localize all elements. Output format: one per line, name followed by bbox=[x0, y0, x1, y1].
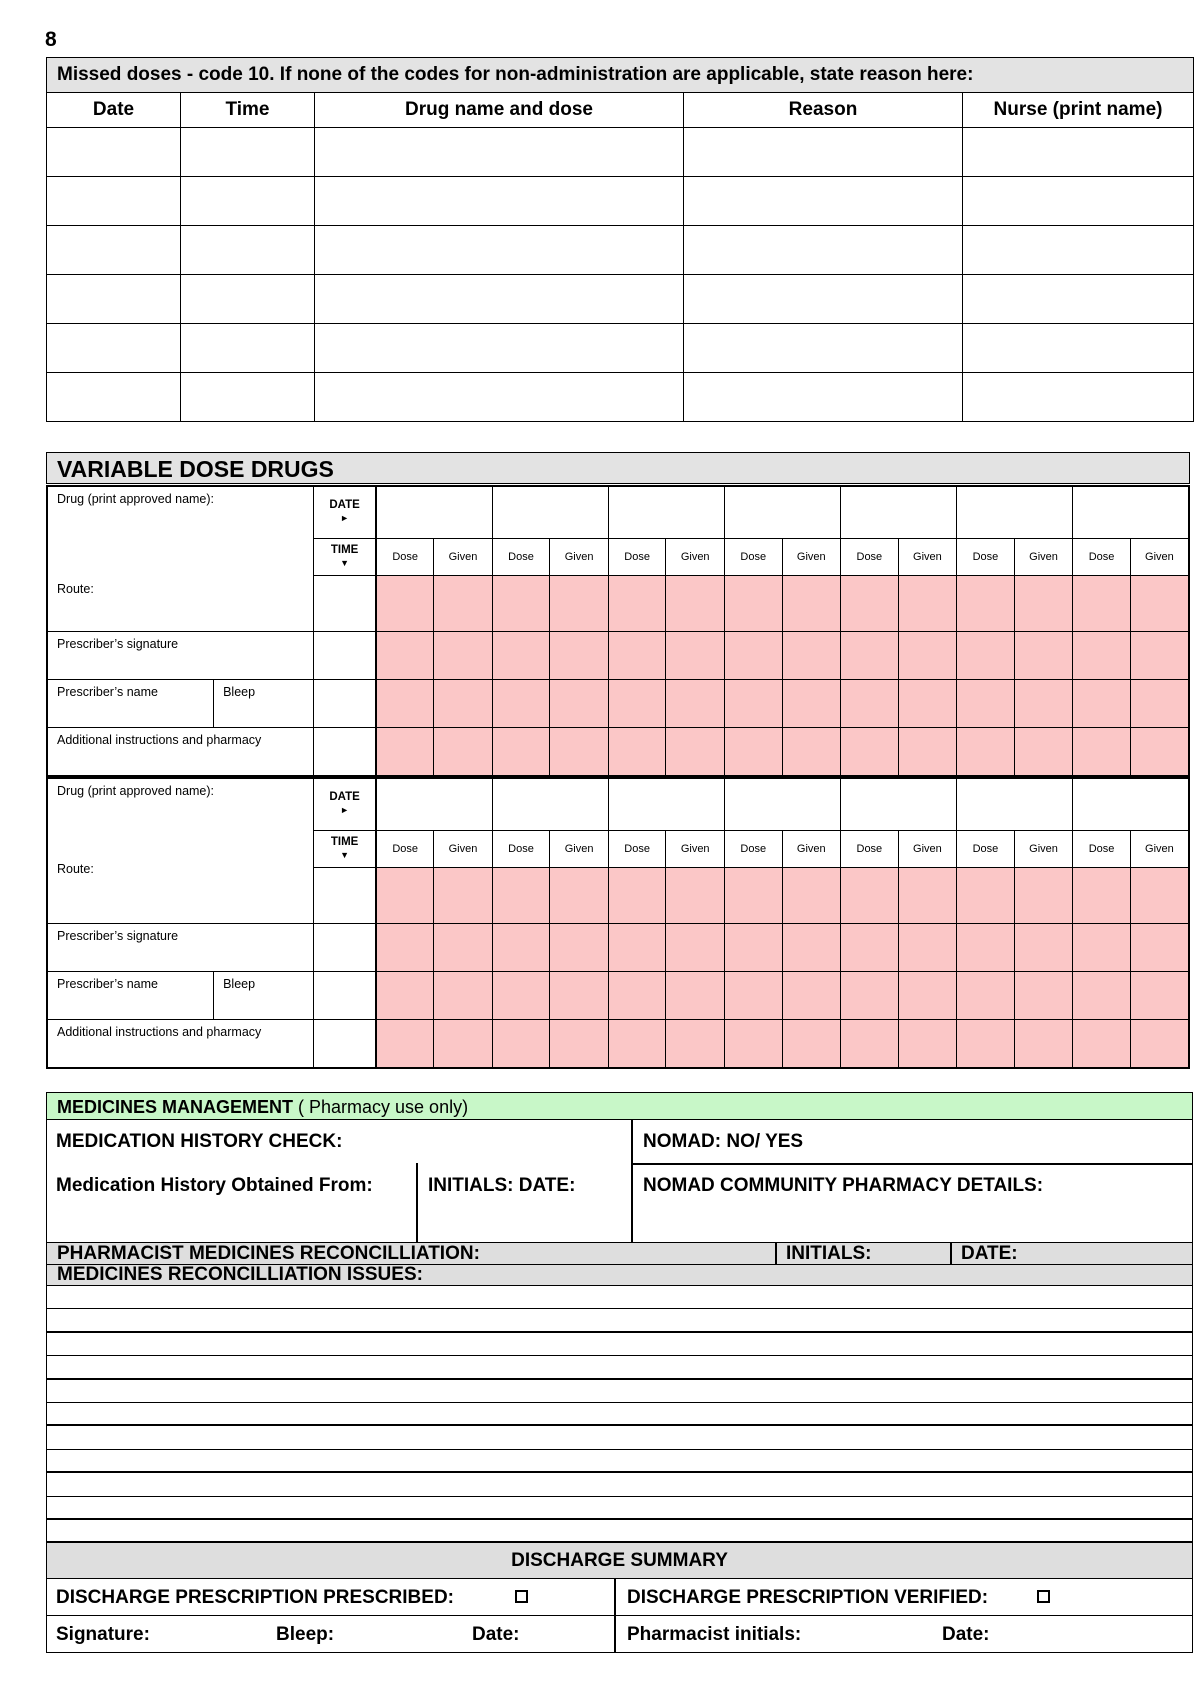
dose-entry-cell[interactable] bbox=[434, 923, 493, 971]
dose-entry-cell[interactable] bbox=[1073, 867, 1131, 923]
dose-entry-cell[interactable] bbox=[492, 727, 550, 776]
dose-column-header: Dose bbox=[724, 830, 782, 867]
bleep-label: Bleep bbox=[223, 684, 256, 699]
date-entry-cell[interactable] bbox=[724, 778, 840, 830]
dose-column-header: Dose bbox=[841, 538, 899, 575]
missed-doses-caption: Missed doses - code 10. If none of the codes for non-administration are applicable, state reason here: bbox=[47, 58, 1194, 93]
given-column-header: Given bbox=[434, 830, 493, 867]
missed-dose-cell[interactable] bbox=[181, 324, 315, 373]
dose-entry-cell[interactable] bbox=[957, 575, 1015, 631]
dose-column-header: Dose bbox=[1073, 830, 1131, 867]
route-label: Route: bbox=[57, 582, 94, 596]
dose-entry-cell[interactable] bbox=[666, 1019, 725, 1068]
additional-field[interactable] bbox=[47, 1019, 314, 1068]
nomad-field[interactable]: NOMAD: NO/ YES bbox=[643, 1131, 804, 1152]
dose-entry-cell[interactable] bbox=[1073, 727, 1131, 776]
given-column-header: Given bbox=[666, 538, 725, 575]
given-column-header: Given bbox=[1014, 538, 1073, 575]
pharmacy-use-only-note: ( Pharmacy use only) bbox=[293, 1097, 469, 1117]
issue-line[interactable] bbox=[47, 1520, 1192, 1543]
drug-name-field[interactable] bbox=[47, 778, 314, 923]
date-header: DATE ► bbox=[314, 778, 377, 830]
dose-entry-cell[interactable] bbox=[1073, 679, 1131, 727]
missed-dose-cell[interactable] bbox=[963, 226, 1194, 275]
dose-entry-cell[interactable] bbox=[957, 727, 1015, 776]
missed-dose-cell[interactable] bbox=[47, 177, 181, 226]
dose-entry-cell[interactable] bbox=[376, 971, 434, 1019]
dose-entry-cell[interactable] bbox=[1130, 631, 1189, 679]
dose-entry-cell[interactable] bbox=[492, 575, 550, 631]
pharmacist-date-label: Date: bbox=[942, 1624, 990, 1646]
dose-entry-cell[interactable] bbox=[492, 1019, 550, 1068]
issue-line[interactable] bbox=[47, 1309, 1192, 1332]
dose-entry-cell[interactable] bbox=[492, 631, 550, 679]
down-arrow-icon: ▼ bbox=[340, 557, 350, 568]
dose-entry-cell[interactable] bbox=[1014, 867, 1073, 923]
discharge-date-label: Date: bbox=[472, 1624, 520, 1646]
missed-dose-cell[interactable] bbox=[47, 128, 181, 177]
dose-entry-cell[interactable] bbox=[608, 923, 666, 971]
missed-dose-cell[interactable] bbox=[315, 226, 684, 275]
dose-entry-cell[interactable] bbox=[841, 575, 899, 631]
dose-entry-cell[interactable] bbox=[376, 867, 434, 923]
column-header-nurse: Nurse (print name) bbox=[963, 93, 1194, 128]
missed-dose-cell[interactable] bbox=[315, 275, 684, 324]
dose-column-header: Dose bbox=[957, 538, 1015, 575]
column-header-reason: Reason bbox=[684, 93, 963, 128]
dose-entry-cell[interactable] bbox=[898, 1019, 957, 1068]
dose-entry-cell[interactable] bbox=[1073, 923, 1131, 971]
signature-label: Signature: bbox=[56, 1624, 150, 1646]
dose-entry-cell[interactable] bbox=[1130, 867, 1189, 923]
medicines-management-header bbox=[46, 1092, 1193, 1120]
table-row bbox=[47, 324, 1194, 373]
time-header: TIME ▼ bbox=[314, 538, 377, 575]
missed-dose-cell[interactable] bbox=[315, 324, 684, 373]
time-entry-cell[interactable] bbox=[314, 1019, 377, 1068]
missed-dose-cell[interactable] bbox=[315, 177, 684, 226]
issue-line[interactable] bbox=[47, 1450, 1192, 1473]
dose-entry-cell[interactable] bbox=[666, 575, 725, 631]
column-header-drug: Drug name and dose bbox=[315, 93, 684, 128]
dose-entry-cell[interactable] bbox=[898, 727, 957, 776]
dose-entry-cell[interactable] bbox=[841, 727, 899, 776]
table-row bbox=[47, 226, 1194, 275]
date-entry-cell[interactable] bbox=[376, 778, 492, 830]
additional-field[interactable] bbox=[47, 727, 314, 776]
issue-line[interactable] bbox=[47, 1380, 1192, 1403]
missed-doses-table bbox=[46, 57, 1194, 422]
table-row bbox=[47, 177, 1194, 226]
dose-entry-cell[interactable] bbox=[1014, 631, 1073, 679]
date-entry-cell[interactable] bbox=[608, 486, 724, 538]
dose-entry-cell[interactable] bbox=[1014, 679, 1073, 727]
missed-dose-cell[interactable] bbox=[181, 373, 315, 422]
given-column-header: Given bbox=[1130, 830, 1189, 867]
dose-entry-cell[interactable] bbox=[376, 679, 434, 727]
dose-entry-cell[interactable] bbox=[666, 971, 725, 1019]
dose-column-header: Dose bbox=[492, 830, 550, 867]
reconciliation-label: PHARMACIST MEDICINES RECONCILLIATION: bbox=[57, 1243, 480, 1264]
discharge-signature-row bbox=[46, 1616, 1193, 1653]
missed-dose-cell[interactable] bbox=[181, 128, 315, 177]
dose-entry-cell[interactable] bbox=[1130, 575, 1189, 631]
dose-entry-cell[interactable] bbox=[434, 631, 493, 679]
dose-entry-cell[interactable] bbox=[898, 679, 957, 727]
dose-entry-cell[interactable] bbox=[724, 631, 782, 679]
dose-entry-cell[interactable] bbox=[1073, 971, 1131, 1019]
date-entry-cell[interactable] bbox=[724, 486, 840, 538]
variable-dose-title: VARIABLE DOSE DRUGS bbox=[46, 452, 1190, 484]
given-column-header: Given bbox=[782, 830, 841, 867]
dose-entry-cell[interactable] bbox=[376, 923, 434, 971]
date-entry-cell[interactable] bbox=[841, 486, 957, 538]
additional-label: Additional instructions and pharmacy bbox=[57, 732, 262, 747]
dose-entry-cell[interactable] bbox=[608, 679, 666, 727]
date-entry-cell[interactable] bbox=[841, 778, 957, 830]
dose-entry-cell[interactable] bbox=[898, 923, 957, 971]
dose-entry-cell[interactable] bbox=[782, 971, 841, 1019]
dose-entry-cell[interactable] bbox=[724, 679, 782, 727]
missed-dose-cell[interactable] bbox=[963, 177, 1194, 226]
dose-entry-cell[interactable] bbox=[724, 923, 782, 971]
date-entry-cell[interactable] bbox=[957, 778, 1073, 830]
time-entry-cell[interactable] bbox=[314, 575, 377, 631]
missed-dose-cell[interactable] bbox=[684, 373, 963, 422]
given-column-header: Given bbox=[1130, 538, 1189, 575]
dose-column-header: Dose bbox=[608, 538, 666, 575]
missed-dose-cell[interactable] bbox=[181, 275, 315, 324]
dose-entry-cell[interactable] bbox=[724, 727, 782, 776]
medication-history-check-label: MEDICATION HISTORY CHECK: bbox=[56, 1131, 343, 1152]
date-header: DATE ► bbox=[314, 486, 377, 538]
time-entry-cell[interactable] bbox=[314, 679, 377, 727]
date-entry-cell[interactable] bbox=[1073, 486, 1189, 538]
dose-entry-cell[interactable] bbox=[550, 1019, 609, 1068]
dose-column-header: Dose bbox=[1073, 538, 1131, 575]
dose-entry-cell[interactable] bbox=[434, 971, 493, 1019]
dose-column-header: Dose bbox=[724, 538, 782, 575]
given-column-header: Given bbox=[434, 538, 493, 575]
dose-entry-cell[interactable] bbox=[841, 679, 899, 727]
column-header-date: Date bbox=[47, 93, 181, 128]
bleep-field[interactable] bbox=[214, 679, 314, 727]
missed-dose-cell[interactable] bbox=[684, 128, 963, 177]
time-entry-cell[interactable] bbox=[314, 631, 377, 679]
given-column-header: Given bbox=[898, 538, 957, 575]
given-column-header: Given bbox=[550, 830, 609, 867]
missed-dose-cell[interactable] bbox=[181, 177, 315, 226]
bleep-field[interactable] bbox=[214, 971, 314, 1019]
missed-dose-cell[interactable] bbox=[684, 177, 963, 226]
dose-entry-cell[interactable] bbox=[492, 923, 550, 971]
dose-column-header: Dose bbox=[841, 830, 899, 867]
dose-entry-cell[interactable] bbox=[434, 679, 493, 727]
dose-entry-cell[interactable] bbox=[1073, 631, 1131, 679]
medicines-management-title: MEDICINES MANAGEMENT bbox=[57, 1097, 294, 1117]
reconciliation-row bbox=[46, 1242, 1193, 1265]
dose-entry-cell[interactable] bbox=[898, 867, 957, 923]
dose-entry-cell[interactable] bbox=[782, 679, 841, 727]
dose-entry-cell[interactable] bbox=[550, 727, 609, 776]
dose-entry-cell[interactable] bbox=[550, 679, 609, 727]
prescriber-signature-label: Prescriber’s signature bbox=[57, 928, 179, 943]
missed-dose-cell[interactable] bbox=[315, 128, 684, 177]
given-column-header: Given bbox=[1014, 830, 1073, 867]
dose-entry-cell[interactable] bbox=[957, 679, 1015, 727]
dose-entry-cell[interactable] bbox=[724, 575, 782, 631]
dose-entry-cell[interactable] bbox=[434, 575, 493, 631]
dose-entry-cell[interactable] bbox=[841, 631, 899, 679]
time-entry-cell[interactable] bbox=[314, 727, 377, 776]
history-obtained-from-label: Medication History Obtained From: bbox=[56, 1175, 373, 1196]
missed-dose-cell[interactable] bbox=[684, 324, 963, 373]
dose-entry-cell[interactable] bbox=[608, 867, 666, 923]
dose-entry-cell[interactable] bbox=[841, 971, 899, 1019]
given-column-header: Given bbox=[666, 830, 725, 867]
prescriber-signature-field[interactable] bbox=[47, 631, 314, 679]
dose-entry-cell[interactable] bbox=[608, 575, 666, 631]
missed-dose-cell[interactable] bbox=[684, 226, 963, 275]
dose-entry-cell[interactable] bbox=[550, 971, 609, 1019]
dose-entry-cell[interactable] bbox=[957, 1019, 1015, 1068]
dose-entry-cell[interactable] bbox=[434, 727, 493, 776]
prescriber-signature-field[interactable] bbox=[47, 923, 314, 971]
dose-entry-cell[interactable] bbox=[492, 867, 550, 923]
dose-entry-cell[interactable] bbox=[1130, 727, 1189, 776]
dose-column-header: Dose bbox=[376, 538, 434, 575]
dose-column-header: Dose bbox=[957, 830, 1015, 867]
dose-entry-cell[interactable] bbox=[782, 867, 841, 923]
reconciliation-date-label: DATE: bbox=[961, 1243, 1018, 1264]
table-row bbox=[47, 128, 1194, 177]
dose-entry-cell[interactable] bbox=[1014, 727, 1073, 776]
column-header-time: Time bbox=[181, 93, 315, 128]
discharge-prescription-row bbox=[46, 1579, 1193, 1616]
dose-entry-cell[interactable] bbox=[608, 727, 666, 776]
issue-line[interactable] bbox=[47, 1426, 1192, 1449]
dose-entry-cell[interactable] bbox=[782, 727, 841, 776]
missed-dose-cell[interactable] bbox=[47, 324, 181, 373]
bleep-label: Bleep: bbox=[276, 1624, 335, 1646]
reconciliation-issues-lines[interactable] bbox=[46, 1286, 1193, 1543]
date-entry-cell[interactable] bbox=[608, 778, 724, 830]
variable-dose-block-1 bbox=[46, 485, 1190, 777]
issue-line[interactable] bbox=[47, 1403, 1192, 1426]
pharmacist-initials-label: Pharmacist initials: bbox=[627, 1624, 802, 1646]
given-column-header: Given bbox=[782, 538, 841, 575]
dose-entry-cell[interactable] bbox=[1014, 971, 1073, 1019]
bleep-label: Bleep bbox=[223, 976, 256, 991]
given-column-header: Given bbox=[898, 830, 957, 867]
page-number: 8 bbox=[45, 28, 57, 51]
dose-entry-cell[interactable] bbox=[434, 1019, 493, 1068]
dose-entry-cell[interactable] bbox=[1014, 1019, 1073, 1068]
variable-dose-block-2 bbox=[46, 777, 1190, 1069]
missed-dose-cell[interactable] bbox=[963, 324, 1194, 373]
table-row bbox=[47, 275, 1194, 324]
dose-entry-cell[interactable] bbox=[957, 971, 1015, 1019]
missed-dose-cell[interactable] bbox=[684, 275, 963, 324]
dose-entry-cell[interactable] bbox=[1073, 575, 1131, 631]
prescriber-name-field[interactable] bbox=[47, 679, 214, 727]
verified-checkbox[interactable] bbox=[1037, 1590, 1050, 1603]
dose-column-header: Dose bbox=[492, 538, 550, 575]
missed-dose-cell[interactable] bbox=[181, 226, 315, 275]
date-entry-cell[interactable] bbox=[957, 486, 1073, 538]
issue-line[interactable] bbox=[47, 1473, 1192, 1496]
drug-name-field[interactable] bbox=[47, 486, 314, 631]
dose-entry-cell[interactable] bbox=[782, 575, 841, 631]
dose-entry-cell[interactable] bbox=[376, 575, 434, 631]
dose-entry-cell[interactable] bbox=[550, 575, 609, 631]
dose-entry-cell[interactable] bbox=[492, 971, 550, 1019]
missed-dose-cell[interactable] bbox=[963, 373, 1194, 422]
additional-label: Additional instructions and pharmacy bbox=[57, 1024, 262, 1039]
missed-dose-cell[interactable] bbox=[315, 373, 684, 422]
dose-entry-cell[interactable] bbox=[376, 727, 434, 776]
discharge-prescribed-label: DISCHARGE PRESCRIPTION PRESCRIBED: bbox=[56, 1587, 454, 1609]
prescribed-checkbox[interactable] bbox=[515, 1590, 528, 1603]
missed-dose-cell[interactable] bbox=[963, 128, 1194, 177]
prescriber-name-field[interactable] bbox=[47, 971, 214, 1019]
dose-entry-cell[interactable] bbox=[782, 923, 841, 971]
missed-dose-cell[interactable] bbox=[47, 275, 181, 324]
dose-entry-cell[interactable] bbox=[1014, 923, 1073, 971]
table-row bbox=[47, 373, 1194, 422]
dose-entry-cell[interactable] bbox=[1014, 575, 1073, 631]
dose-entry-cell[interactable] bbox=[550, 631, 609, 679]
dose-entry-cell[interactable] bbox=[724, 971, 782, 1019]
dose-entry-cell[interactable] bbox=[492, 679, 550, 727]
medication-history-grid bbox=[46, 1120, 1193, 1242]
date-entry-cell[interactable] bbox=[1073, 778, 1189, 830]
dose-entry-cell[interactable] bbox=[898, 971, 957, 1019]
missed-dose-cell[interactable] bbox=[47, 373, 181, 422]
missed-dose-cell[interactable] bbox=[47, 226, 181, 275]
discharge-summary-title: DISCHARGE SUMMARY bbox=[46, 1543, 1193, 1579]
prescriber-name-label: Prescriber’s name bbox=[57, 976, 158, 991]
time-entry-cell[interactable] bbox=[314, 923, 377, 971]
date-entry-cell[interactable] bbox=[492, 486, 608, 538]
dose-entry-cell[interactable] bbox=[1073, 1019, 1131, 1068]
reconciliation-initials-label: INITIALS: bbox=[786, 1243, 872, 1264]
down-arrow-icon: ▼ bbox=[340, 849, 350, 860]
dose-entry-cell[interactable] bbox=[841, 867, 899, 923]
dose-entry-cell[interactable] bbox=[608, 631, 666, 679]
issue-line[interactable] bbox=[47, 1356, 1192, 1379]
dose-entry-cell[interactable] bbox=[782, 1019, 841, 1068]
given-column-header: Given bbox=[550, 538, 609, 575]
dose-entry-cell[interactable] bbox=[550, 867, 609, 923]
dose-entry-cell[interactable] bbox=[1130, 1019, 1189, 1068]
dose-entry-cell[interactable] bbox=[724, 1019, 782, 1068]
date-entry-cell[interactable] bbox=[376, 486, 492, 538]
nomad-pharmacy-details-label: NOMAD COMMUNITY PHARMACY DETAILS: bbox=[643, 1175, 1044, 1196]
dose-entry-cell[interactable] bbox=[376, 631, 434, 679]
dose-column-header: Dose bbox=[608, 830, 666, 867]
dose-entry-cell[interactable] bbox=[1130, 923, 1189, 971]
dose-entry-cell[interactable] bbox=[666, 867, 725, 923]
reconciliation-issues-label: MEDICINES RECONCILLIATION ISSUES: bbox=[46, 1265, 1193, 1286]
route-label: Route: bbox=[57, 862, 94, 876]
dose-entry-cell[interactable] bbox=[666, 631, 725, 679]
dose-entry-cell[interactable] bbox=[608, 971, 666, 1019]
time-entry-cell[interactable] bbox=[314, 971, 377, 1019]
issue-line[interactable] bbox=[47, 1333, 1192, 1356]
dose-entry-cell[interactable] bbox=[957, 867, 1015, 923]
discharge-verified-label: DISCHARGE PRESCRIPTION VERIFIED: bbox=[627, 1587, 989, 1609]
dose-entry-cell[interactable] bbox=[434, 867, 493, 923]
dose-entry-cell[interactable] bbox=[898, 575, 957, 631]
prescriber-name-label: Prescriber’s name bbox=[57, 684, 158, 699]
dose-entry-cell[interactable] bbox=[898, 631, 957, 679]
dose-entry-cell[interactable] bbox=[841, 923, 899, 971]
dose-entry-cell[interactable] bbox=[376, 1019, 434, 1068]
dose-entry-cell[interactable] bbox=[666, 727, 725, 776]
missed-dose-cell[interactable] bbox=[963, 275, 1194, 324]
dose-entry-cell[interactable] bbox=[1130, 971, 1189, 1019]
dose-entry-cell[interactable] bbox=[841, 1019, 899, 1068]
dose-entry-cell[interactable] bbox=[666, 923, 725, 971]
date-entry-cell[interactable] bbox=[492, 778, 608, 830]
dose-entry-cell[interactable] bbox=[550, 923, 609, 971]
dose-entry-cell[interactable] bbox=[957, 631, 1015, 679]
issue-line[interactable] bbox=[47, 1286, 1192, 1309]
dose-column-header: Dose bbox=[376, 830, 434, 867]
drug-name-label: Drug (print approved name): bbox=[57, 784, 215, 798]
dose-entry-cell[interactable] bbox=[782, 631, 841, 679]
prescriber-signature-label: Prescriber’s signature bbox=[57, 636, 179, 651]
right-arrow-icon: ► bbox=[340, 805, 350, 816]
medicines-management-section bbox=[46, 1092, 1193, 1653]
time-header: TIME ▼ bbox=[314, 830, 377, 867]
time-entry-cell[interactable] bbox=[314, 867, 377, 923]
issue-line[interactable] bbox=[47, 1497, 1192, 1520]
drug-name-label: Drug (print approved name): bbox=[57, 492, 215, 506]
dose-entry-cell[interactable] bbox=[724, 867, 782, 923]
dose-entry-cell[interactable] bbox=[1130, 679, 1189, 727]
dose-entry-cell[interactable] bbox=[666, 679, 725, 727]
dose-entry-cell[interactable] bbox=[957, 923, 1015, 971]
right-arrow-icon: ► bbox=[340, 513, 350, 524]
dose-entry-cell[interactable] bbox=[608, 1019, 666, 1068]
history-initials-date-label: INITIALS: DATE: bbox=[428, 1175, 576, 1196]
